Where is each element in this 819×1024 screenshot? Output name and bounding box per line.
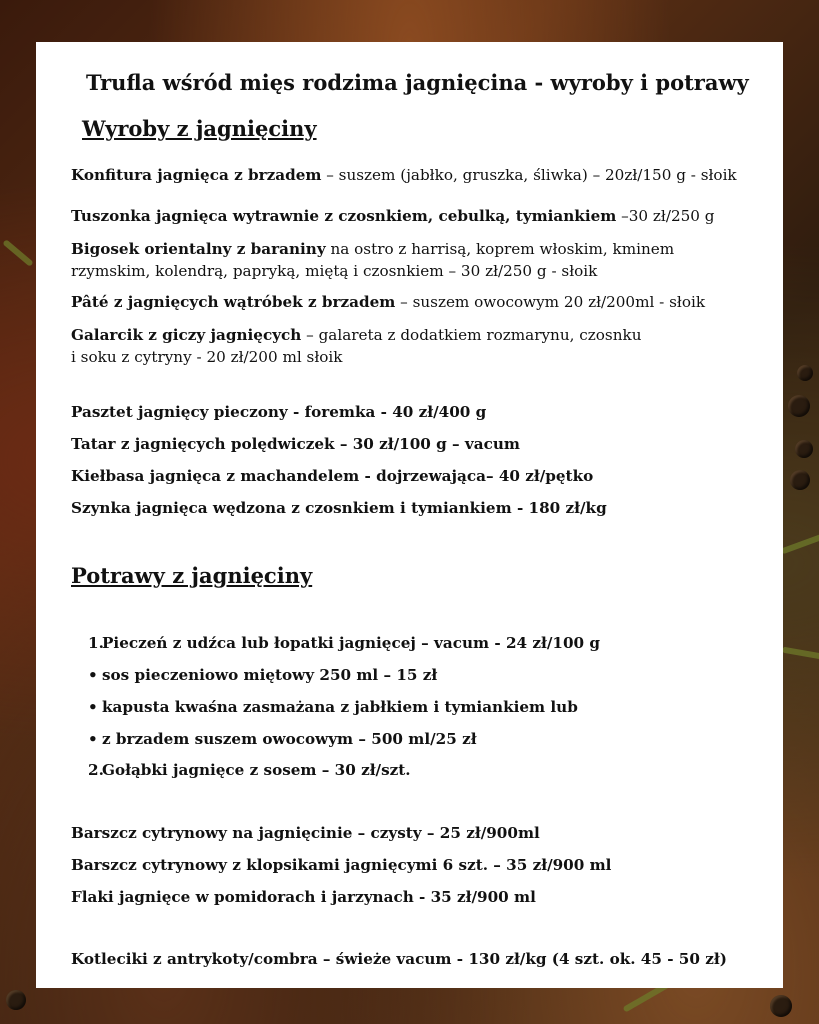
product-item xyxy=(71,324,641,346)
peppercorn-decoration xyxy=(788,395,810,417)
peppercorn-decoration xyxy=(6,990,26,1010)
section-heading-dishes: Potrawy z jagnięciny xyxy=(71,563,313,588)
peppercorn-decoration xyxy=(770,995,792,1017)
product-item xyxy=(71,164,737,186)
product-desc: i soku z cytryny - 20 zł/200 ml słoik xyxy=(71,348,343,366)
herb-decoration xyxy=(2,239,33,267)
section-heading-products: Wyroby z jagnięciny xyxy=(82,116,317,141)
dish-list-item xyxy=(88,632,600,654)
dish-list-item xyxy=(88,728,477,750)
product-desc: rzymskim, kolendrą, papryką, miętą i czosnkiem – 30 zł/250 g - słoik xyxy=(71,262,598,280)
product-desc: – suszem (jabłko, gruszka, śliwka) – 20zł/150 g - słoik xyxy=(321,166,737,184)
cutlets-item: Kotleciki z antrykoty/combra – świeże vacum - 130 zł/kg (4 szt. ok. 45 - 50 zł) xyxy=(71,950,727,968)
peppercorn-decoration xyxy=(790,470,810,490)
herb-decoration xyxy=(780,532,819,555)
product-name: Konfitura jagnięca z brzadem xyxy=(71,166,322,184)
product-desc: – suszem owocowym 20 zł/200ml - słoik xyxy=(395,293,706,311)
product-item xyxy=(71,238,674,260)
page-title: Trufla wśród mięs rodzima jagnięcina - wyroby i potrawy xyxy=(86,70,749,95)
product-item-bold: Pasztet jagnięcy pieczony - foremka - 40 zł/400 g xyxy=(71,403,487,421)
product-name: Tuszonka jagnięca wytrawnie z czosnkiem, cebulką, tymiankiem xyxy=(71,207,617,225)
soup-item: Barszcz cytrynowy na jagnięcinie – czysty – 25 zł/900ml xyxy=(71,824,540,842)
peppercorn-decoration xyxy=(797,365,813,381)
product-item-continued xyxy=(71,346,342,368)
menu-card xyxy=(36,42,783,988)
list-marker: 2. xyxy=(88,761,104,779)
dish-text: kapusta kwaśna zasmażana z jabłkiem i tymiankiem lub xyxy=(102,698,578,716)
dish-list-item xyxy=(88,664,437,686)
product-item-bold: Kiełbasa jagnięca z machandelem - dojrzewająca– 40 zł/pętko xyxy=(71,467,594,485)
product-name: Galarcik z giczy jagnięcych xyxy=(71,326,302,344)
list-marker: 1. xyxy=(88,634,104,652)
list-marker: • xyxy=(88,666,98,684)
product-name: Pâté z jagnięcych wątróbek z brzadem xyxy=(71,293,396,311)
list-marker: • xyxy=(88,730,98,748)
product-item xyxy=(71,291,705,313)
product-item-bold: Szynka jagnięca wędzona z czosnkiem i tymiankiem - 180 zł/kg xyxy=(71,499,607,517)
dish-text: z brzadem suszem owocowym – 500 ml/25 zł xyxy=(102,730,477,748)
herb-decoration xyxy=(782,647,819,660)
product-desc: – galareta z dodatkiem rozmarynu, czosnku xyxy=(301,326,642,344)
dish-text: sos pieczeniowo miętowy 250 ml – 15 zł xyxy=(102,666,438,684)
dish-text: Pieczeń z udźca lub łopatki jagnięcej – vacum - 24 zł/100 g xyxy=(102,634,600,652)
dish-list-item xyxy=(88,696,578,718)
soup-item: Flaki jagnięce w pomidorach i jarzynach - 35 zł/900 ml xyxy=(71,888,536,906)
product-item-bold: Tatar z jagnięcych polędwiczek – 30 zł/100 g – vacum xyxy=(71,435,520,453)
product-name: Bigosek orientalny z baraniny xyxy=(71,240,326,258)
soup-item: Barszcz cytrynowy z klopsikami jagnięcymi 6 szt. – 35 zł/900 ml xyxy=(71,856,612,874)
dish-text: Gołąbki jagnięce z sosem – 30 zł/szt. xyxy=(102,761,411,779)
peppercorn-decoration xyxy=(795,440,813,458)
product-item-continued xyxy=(71,260,597,282)
product-desc: –30 zł/250 g xyxy=(616,207,715,225)
product-item xyxy=(71,205,714,227)
product-desc: na ostro z harrisą, koprem włoskim, kminem xyxy=(325,240,675,258)
list-marker: • xyxy=(88,698,98,716)
dish-list-item xyxy=(88,759,411,781)
